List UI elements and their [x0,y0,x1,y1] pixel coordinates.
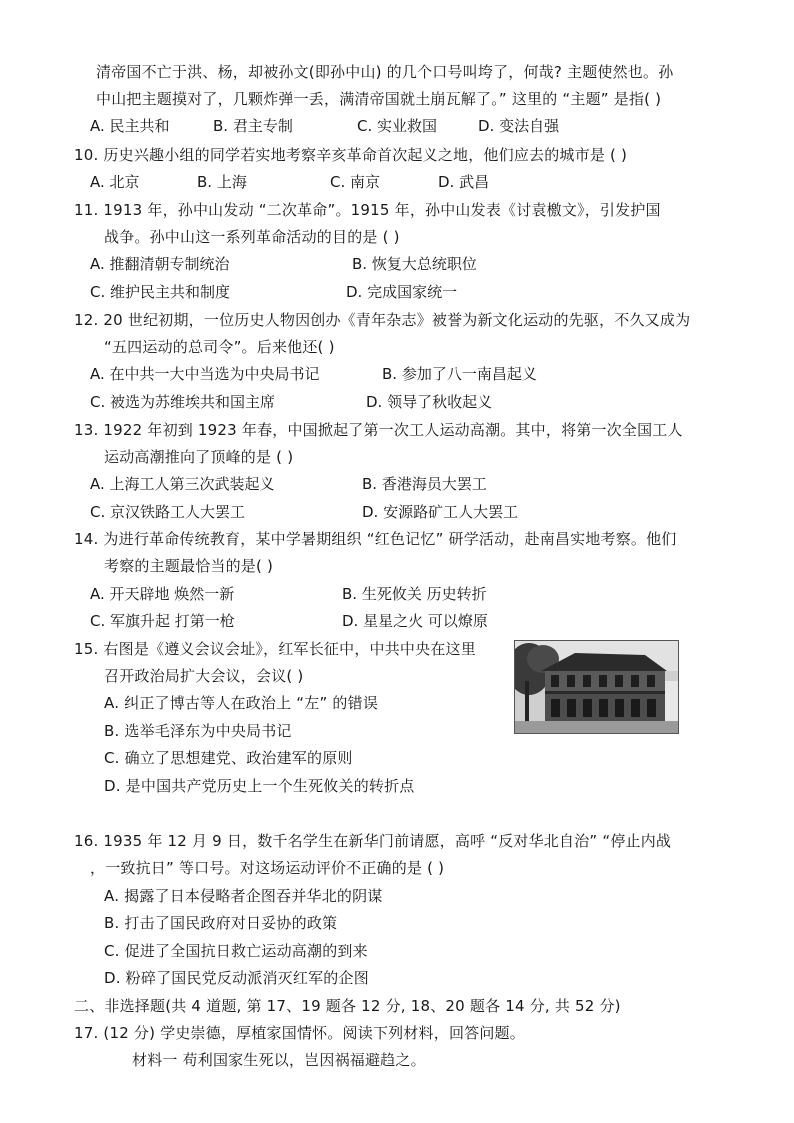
q12-option-c[interactable]: C. 被选为苏维埃共和国主席 [90,393,276,411]
q10-option-c[interactable]: C. 南京 [330,173,381,191]
q9-option-c[interactable]: C. 实业救国 [357,117,438,135]
q15-option-d[interactable]: D. 是中国共产党历史上一个生死攸关的转折点 [104,777,415,795]
q10-stem: 10. 历史兴趣小组的同学若实地考察辛亥革命首次起义之地，他们应去的城市是 ( ) [74,146,628,164]
q14-option-a[interactable]: A. 开天辟地 焕然一新 [90,585,235,603]
q10-option-a[interactable]: A. 北京 [90,173,140,191]
q14-option-c[interactable]: C. 军旗升起 打第一枪 [90,612,235,630]
q14-stem-line-2: 考察的主题最恰当的是( ) [104,557,274,575]
q15-stem-line-2: 召开政治局扩大会议，会议( ) [104,667,304,685]
q9-option-d[interactable]: D. 变法自强 [478,117,560,135]
q13-option-c[interactable]: C. 京汉铁路工人大罢工 [90,503,246,521]
q13-option-d[interactable]: D. 安源路矿工人大罢工 [362,503,519,521]
q12-option-d[interactable]: D. 领导了秋收起义 [366,393,493,411]
q11-stem-line-2: 战争。孙中山这一系列革命活动的目的是 ( ) [104,228,400,246]
q15-stem-line-1: 15. 右图是《遵义会议会址》，红军长征中，中共中央在这里 [74,640,476,658]
q16-option-b[interactable]: B. 打击了国民政府对日妥协的政策 [104,914,338,932]
q17-stem: 17. (12 分) 学史崇德，厚植家国情怀。阅读下列材料，回答问题。 [74,1024,525,1042]
q15-option-c[interactable]: C. 确立了思想建党、政治建军的原则 [104,749,353,767]
q9-stem-line-2: 中山把主题摸对了，几颗炸弹一丢，满清帝国就土崩瓦解了。” 这里的 “主题” 是指( ) [96,90,662,108]
q14-option-d[interactable]: D. 星星之火 可以燎原 [342,612,488,630]
q17-material-1: 材料一 苟利国家生死以，岂因祸福避趋之。 [132,1051,426,1069]
q11-option-c[interactable]: C. 维护民主共和制度 [90,283,231,301]
zunyi-conference-site-photo [514,640,679,734]
q15-option-b[interactable]: B. 选举毛泽东为中央局书记 [104,722,292,740]
q11-option-a[interactable]: A. 推翻清朝专制统治 [90,255,230,273]
q9-option-a[interactable]: A. 民主共和 [90,117,170,135]
q12-option-a[interactable]: A. 在中共一大中当选为中央局书记 [90,365,320,383]
q16-stem-line-2: ，一致抗日” 等口号。对这场运动评价不正确的是 ( ) [90,859,445,877]
q13-stem-line-1: 13. 1922 年初到 1923 年春，中国掀起了第一次工人运动高潮。其中，将第一次全国工人 [74,421,683,439]
q12-stem-line-1: 12. 20 世纪初期，一位历史人物因创办《青年杂志》被誉为新文化运动的先驱，不久又成为 [74,311,691,329]
q13-stem-line-2: 运动高潮推向了顶峰的是 ( ) [104,448,294,466]
q14-stem-line-1: 14. 为进行革命传统教育，某中学暑期组织 “红色记忆” 研学活动，赴南昌实地考察。他们 [74,530,677,548]
q12-stem-line-2: “五四运动的总司令”。后来他还( ) [104,338,335,356]
q16-stem-line-1: 16. 1935 年 12 月 9 日，数千名学生在新华门前请愿，高呼 “反对华北自治” “停止内战 [74,832,672,850]
q16-option-d[interactable]: D. 粉碎了国民党反动派消灭红军的企图 [104,969,369,987]
q11-option-b[interactable]: B. 恢复大总统职位 [352,255,477,273]
q14-option-b[interactable]: B. 生死攸关 历史转折 [342,585,487,603]
q10-option-d[interactable]: D. 武昌 [438,173,490,191]
q10-option-b[interactable]: B. 上海 [197,173,247,191]
q13-option-a[interactable]: A. 上海工人第三次武装起义 [90,475,275,493]
q15-option-a[interactable]: A. 纠正了博古等人在政治上 “左” 的错误 [104,694,379,712]
q11-stem-line-1: 11. 1913 年，孙中山发动 “二次革命”。1915 年，孙中山发表《讨袁檄文》，引发护国 [74,201,661,219]
q13-option-b[interactable]: B. 香港海员大罢工 [362,475,487,493]
q9-stem-line-1: 清帝国不亡于洪、杨，却被孙文(即孙中山) 的几个口号叫垮了，何哉? 主题使然也。孙 [96,63,674,81]
q16-option-c[interactable]: C. 促进了全国抗日救亡运动高潮的到来 [104,942,368,960]
q9-option-b[interactable]: B. 君主专制 [213,117,293,135]
q12-option-b[interactable]: B. 参加了八一南昌起义 [382,365,537,383]
q11-option-d[interactable]: D. 完成国家统一 [346,283,458,301]
section-2-heading: 二、非选择题(共 4 道题, 第 17、19 题各 12 分, 18、20 题各 14 分, 共 52 分) [74,997,621,1015]
q16-option-a[interactable]: A. 揭露了日本侵略者企图吞并华北的阴谋 [104,887,383,905]
